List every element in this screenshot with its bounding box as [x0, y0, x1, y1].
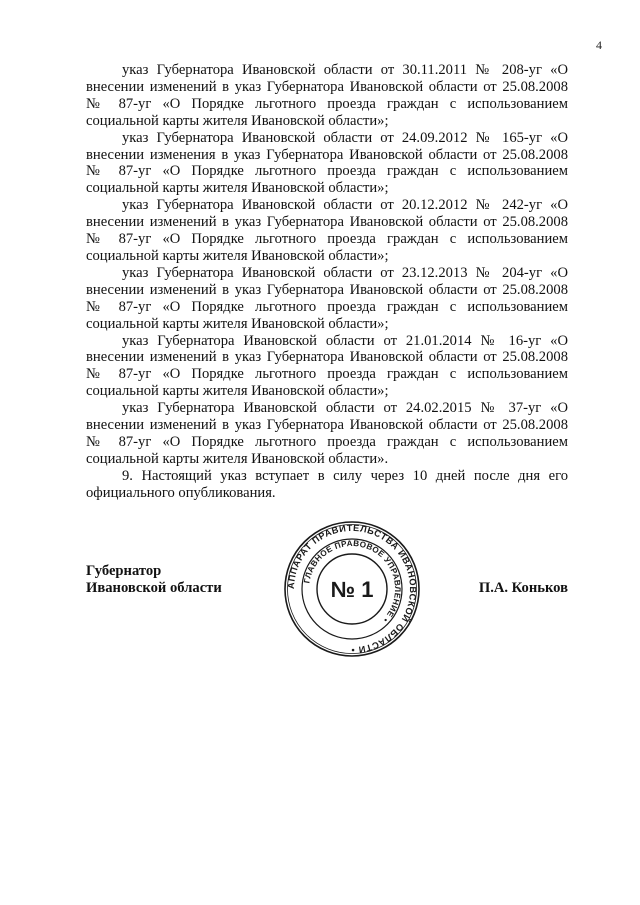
- clause-9: 9. Настоящий указ вступает в силу через 10 дней после дня его официального опубликования.: [86, 467, 568, 501]
- decree-1-first-line: указ Губернатора Ивановской области от 30.11.2011 № 208-уг «О: [122, 62, 568, 78]
- decree-item-5: [86, 333, 568, 401]
- decree-item-3: [86, 197, 568, 265]
- seal-inner-text: ГЛАВНОЕ ПРАВОВОЕ УПРАВЛЕНИЕ •: [302, 538, 403, 625]
- signatory-name: П.А. Коньков: [478, 580, 568, 596]
- document-body: [86, 62, 568, 502]
- seal-center-text: № 1: [330, 577, 374, 602]
- signatory-title-line-1: Губернатор: [86, 563, 162, 579]
- decree-4-first-line: указ Губернатора Ивановской области от 23.12.2013 № 204-уг «О: [122, 264, 568, 281]
- decree-item-1: [86, 62, 568, 130]
- decree-6-rest: внесении изменений в указ Губернатора Ивановской области от 25.08.2008 № 87-уг «О Порядке льготного проезда граждан с использованием социальной карты жителя Ивановской области».: [86, 417, 568, 467]
- decree-4-rest: внесении изменений в указ Губернатора Ивановской области от 25.08.2008 № 87-уг «О Порядке льготного проезда граждан с использованием социальной карты жителя Ивановской области»;: [86, 281, 568, 332]
- decree-item-2: [86, 130, 568, 198]
- decree-5-rest: внесении изменений в указ Губернатора Ивановской области от 25.08.2008 № 87-уг «О Порядке льготного проезда граждан с использованием социальной карты жителя Ивановской области»;: [86, 349, 568, 400]
- official-seal: [283, 520, 421, 658]
- decree-1-rest: внесении изменений в указ Губернатора Ивановской области от 25.08.2008 № 87-уг «О Порядке льготного проезда граждан с использованием социальной карты жителя Ивановской области»;: [86, 78, 568, 129]
- decree-3-rest: внесении изменений в указ Губернатора Ивановской области от 25.08.2008 № 87-уг «О Порядке льготного проезда граждан с использованием социальной карты жителя Ивановской области»;: [86, 214, 568, 264]
- decree-5-first-line: указ Губернатора Ивановской области от 21.01.2014 № 16-уг «О: [122, 332, 568, 349]
- seal-outer-text: АППАРАТ ПРАВИТЕЛЬСТВА ИВАНОВСКОЙ ОБЛАСТИ •: [285, 522, 419, 656]
- seal-graphic: [283, 520, 421, 658]
- decree-item-6: [86, 400, 568, 468]
- signatory-title: [86, 563, 222, 597]
- decree-2-rest: внесении изменения в указ Губернатора Ивановской области от 25.08.2008 № 87-уг «О Порядке льготного проезда граждан с использованием социальной карты жителя Ивановской области»;: [86, 146, 568, 197]
- decree-3-first-line: указ Губернатора Ивановской области от 20.12.2012 № 242-уг «О: [122, 197, 568, 214]
- page-number: 4: [596, 38, 602, 52]
- signatory-title-line-2: Ивановской области: [86, 580, 222, 596]
- decree-item-4: [86, 265, 568, 333]
- decree-6-first-line: указ Губернатора Ивановской области от 24.02.2015 № 37-уг «О: [122, 400, 568, 417]
- decree-2-first-line: указ Губернатора Ивановской области от 24.09.2012 № 165-уг «О: [122, 129, 568, 146]
